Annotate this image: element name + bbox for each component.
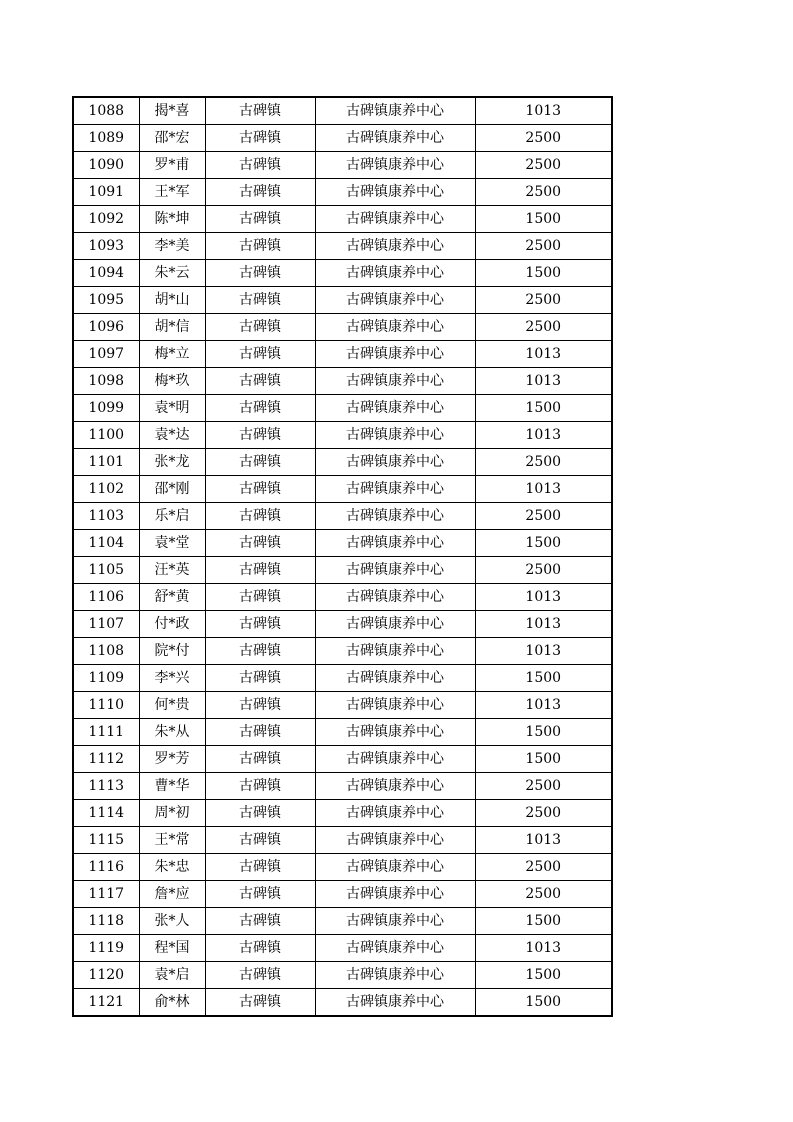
cell-town: 古碑镇 <box>205 746 315 773</box>
cell-amount: 1013 <box>475 935 612 962</box>
cell-serial-number: 1098 <box>73 368 139 395</box>
table-row <box>73 97 612 125</box>
cell-amount: 1500 <box>475 530 612 557</box>
cell-serial-number: 1094 <box>73 260 139 287</box>
cell-town: 古碑镇 <box>205 584 315 611</box>
cell-person-name: 汪*英 <box>139 557 205 584</box>
cell-amount: 2500 <box>475 773 612 800</box>
cell-amount: 1500 <box>475 665 612 692</box>
cell-serial-number: 1090 <box>73 152 139 179</box>
table-row <box>73 530 612 557</box>
cell-care-center: 古碑镇康养中心 <box>315 827 475 854</box>
cell-town: 古碑镇 <box>205 530 315 557</box>
cell-person-name: 朱*忠 <box>139 854 205 881</box>
cell-town: 古碑镇 <box>205 638 315 665</box>
cell-care-center: 古碑镇康养中心 <box>315 152 475 179</box>
cell-town: 古碑镇 <box>205 233 315 260</box>
cell-care-center: 古碑镇康养中心 <box>315 287 475 314</box>
cell-person-name: 俞*林 <box>139 989 205 1017</box>
cell-town: 古碑镇 <box>205 449 315 476</box>
cell-person-name: 程*国 <box>139 935 205 962</box>
cell-town: 古碑镇 <box>205 557 315 584</box>
cell-town: 古碑镇 <box>205 962 315 989</box>
cell-person-name: 王*军 <box>139 179 205 206</box>
cell-serial-number: 1111 <box>73 719 139 746</box>
cell-town: 古碑镇 <box>205 125 315 152</box>
table-row <box>73 368 612 395</box>
cell-town: 古碑镇 <box>205 152 315 179</box>
cell-person-name: 付*政 <box>139 611 205 638</box>
cell-serial-number: 1093 <box>73 233 139 260</box>
cell-serial-number: 1115 <box>73 827 139 854</box>
cell-town: 古碑镇 <box>205 503 315 530</box>
cell-amount: 1500 <box>475 206 612 233</box>
cell-amount: 1500 <box>475 746 612 773</box>
table-row <box>73 449 612 476</box>
table-row <box>73 719 612 746</box>
cell-amount: 2500 <box>475 314 612 341</box>
cell-amount: 2500 <box>475 152 612 179</box>
cell-serial-number: 1113 <box>73 773 139 800</box>
cell-care-center: 古碑镇康养中心 <box>315 97 475 125</box>
cell-care-center: 古碑镇康养中心 <box>315 368 475 395</box>
cell-person-name: 曹*华 <box>139 773 205 800</box>
cell-town: 古碑镇 <box>205 368 315 395</box>
cell-person-name: 罗*芳 <box>139 746 205 773</box>
cell-amount: 2500 <box>475 854 612 881</box>
table-row <box>73 908 612 935</box>
table-row <box>73 611 612 638</box>
cell-person-name: 梅*玖 <box>139 368 205 395</box>
cell-care-center: 古碑镇康养中心 <box>315 962 475 989</box>
cell-amount: 2500 <box>475 233 612 260</box>
cell-person-name: 李*兴 <box>139 665 205 692</box>
cell-care-center: 古碑镇康养中心 <box>315 989 475 1017</box>
cell-town: 古碑镇 <box>205 476 315 503</box>
cell-town: 古碑镇 <box>205 179 315 206</box>
cell-person-name: 周*初 <box>139 800 205 827</box>
cell-person-name: 胡*信 <box>139 314 205 341</box>
cell-amount: 1500 <box>475 719 612 746</box>
table-row <box>73 584 612 611</box>
table-row <box>73 341 612 368</box>
table-row <box>73 503 612 530</box>
cell-serial-number: 1092 <box>73 206 139 233</box>
cell-serial-number: 1104 <box>73 530 139 557</box>
cell-town: 古碑镇 <box>205 881 315 908</box>
cell-town: 古碑镇 <box>205 719 315 746</box>
cell-serial-number: 1118 <box>73 908 139 935</box>
records-table <box>72 96 613 1017</box>
cell-person-name: 揭*喜 <box>139 97 205 125</box>
cell-serial-number: 1109 <box>73 665 139 692</box>
cell-town: 古碑镇 <box>205 260 315 287</box>
cell-care-center: 古碑镇康养中心 <box>315 206 475 233</box>
table-row <box>73 260 612 287</box>
cell-amount: 1013 <box>475 341 612 368</box>
cell-serial-number: 1120 <box>73 962 139 989</box>
cell-person-name: 袁*堂 <box>139 530 205 557</box>
cell-amount: 2500 <box>475 287 612 314</box>
table-row <box>73 881 612 908</box>
cell-town: 古碑镇 <box>205 287 315 314</box>
cell-person-name: 詹*应 <box>139 881 205 908</box>
cell-person-name: 李*美 <box>139 233 205 260</box>
table-row <box>73 179 612 206</box>
cell-town: 古碑镇 <box>205 395 315 422</box>
cell-care-center: 古碑镇康养中心 <box>315 611 475 638</box>
table-row <box>73 665 612 692</box>
records-table-body <box>73 97 612 1016</box>
cell-serial-number: 1116 <box>73 854 139 881</box>
table-row <box>73 206 612 233</box>
cell-care-center: 古碑镇康养中心 <box>315 395 475 422</box>
cell-serial-number: 1112 <box>73 746 139 773</box>
table-row <box>73 827 612 854</box>
cell-town: 古碑镇 <box>205 206 315 233</box>
cell-care-center: 古碑镇康养中心 <box>315 557 475 584</box>
cell-care-center: 古碑镇康养中心 <box>315 233 475 260</box>
cell-amount: 2500 <box>475 125 612 152</box>
cell-amount: 1013 <box>475 827 612 854</box>
cell-care-center: 古碑镇康养中心 <box>315 503 475 530</box>
cell-town: 古碑镇 <box>205 935 315 962</box>
cell-town: 古碑镇 <box>205 908 315 935</box>
table-row <box>73 746 612 773</box>
cell-serial-number: 1107 <box>73 611 139 638</box>
cell-serial-number: 1106 <box>73 584 139 611</box>
cell-town: 古碑镇 <box>205 827 315 854</box>
table-row <box>73 422 612 449</box>
cell-serial-number: 1088 <box>73 97 139 125</box>
cell-care-center: 古碑镇康养中心 <box>315 179 475 206</box>
cell-care-center: 古碑镇康养中心 <box>315 125 475 152</box>
cell-care-center: 古碑镇康养中心 <box>315 692 475 719</box>
cell-serial-number: 1103 <box>73 503 139 530</box>
table-row <box>73 557 612 584</box>
cell-town: 古碑镇 <box>205 97 315 125</box>
cell-care-center: 古碑镇康养中心 <box>315 638 475 665</box>
table-row <box>73 152 612 179</box>
cell-serial-number: 1117 <box>73 881 139 908</box>
cell-serial-number: 1119 <box>73 935 139 962</box>
table-row <box>73 125 612 152</box>
cell-amount: 1500 <box>475 908 612 935</box>
table-row <box>73 935 612 962</box>
table-row <box>73 989 612 1017</box>
cell-serial-number: 1110 <box>73 692 139 719</box>
table-row <box>73 395 612 422</box>
cell-amount: 1013 <box>475 692 612 719</box>
cell-care-center: 古碑镇康养中心 <box>315 260 475 287</box>
cell-person-name: 朱*云 <box>139 260 205 287</box>
cell-serial-number: 1114 <box>73 800 139 827</box>
cell-serial-number: 1091 <box>73 179 139 206</box>
cell-amount: 1013 <box>475 611 612 638</box>
cell-town: 古碑镇 <box>205 665 315 692</box>
cell-serial-number: 1097 <box>73 341 139 368</box>
cell-care-center: 古碑镇康养中心 <box>315 881 475 908</box>
cell-amount: 1500 <box>475 962 612 989</box>
cell-amount: 2500 <box>475 881 612 908</box>
cell-person-name: 袁*启 <box>139 962 205 989</box>
cell-person-name: 陈*坤 <box>139 206 205 233</box>
cell-town: 古碑镇 <box>205 854 315 881</box>
cell-person-name: 乐*启 <box>139 503 205 530</box>
cell-person-name: 张*人 <box>139 908 205 935</box>
table-row <box>73 233 612 260</box>
cell-amount: 2500 <box>475 557 612 584</box>
cell-serial-number: 1102 <box>73 476 139 503</box>
cell-person-name: 院*付 <box>139 638 205 665</box>
cell-town: 古碑镇 <box>205 800 315 827</box>
cell-person-name: 梅*立 <box>139 341 205 368</box>
table-row <box>73 692 612 719</box>
cell-care-center: 古碑镇康养中心 <box>315 773 475 800</box>
cell-care-center: 古碑镇康养中心 <box>315 449 475 476</box>
cell-person-name: 袁*达 <box>139 422 205 449</box>
cell-person-name: 朱*从 <box>139 719 205 746</box>
cell-serial-number: 1121 <box>73 989 139 1017</box>
cell-town: 古碑镇 <box>205 341 315 368</box>
cell-amount: 2500 <box>475 800 612 827</box>
cell-serial-number: 1101 <box>73 449 139 476</box>
cell-amount: 1500 <box>475 260 612 287</box>
cell-care-center: 古碑镇康养中心 <box>315 341 475 368</box>
cell-serial-number: 1095 <box>73 287 139 314</box>
table-row <box>73 854 612 881</box>
table-row <box>73 287 612 314</box>
cell-care-center: 古碑镇康养中心 <box>315 908 475 935</box>
cell-amount: 2500 <box>475 449 612 476</box>
cell-amount: 1013 <box>475 476 612 503</box>
cell-town: 古碑镇 <box>205 314 315 341</box>
cell-care-center: 古碑镇康养中心 <box>315 476 475 503</box>
cell-care-center: 古碑镇康养中心 <box>315 665 475 692</box>
cell-amount: 2500 <box>475 503 612 530</box>
cell-town: 古碑镇 <box>205 422 315 449</box>
cell-amount: 1013 <box>475 368 612 395</box>
table-row <box>73 476 612 503</box>
cell-amount: 1500 <box>475 395 612 422</box>
cell-person-name: 胡*山 <box>139 287 205 314</box>
cell-person-name: 罗*甫 <box>139 152 205 179</box>
cell-serial-number: 1089 <box>73 125 139 152</box>
cell-care-center: 古碑镇康养中心 <box>315 746 475 773</box>
cell-care-center: 古碑镇康养中心 <box>315 314 475 341</box>
cell-person-name: 王*常 <box>139 827 205 854</box>
cell-amount: 1013 <box>475 97 612 125</box>
cell-amount: 1500 <box>475 989 612 1017</box>
cell-person-name: 邵*刚 <box>139 476 205 503</box>
cell-person-name: 邵*宏 <box>139 125 205 152</box>
cell-care-center: 古碑镇康养中心 <box>315 422 475 449</box>
cell-serial-number: 1105 <box>73 557 139 584</box>
cell-amount: 2500 <box>475 179 612 206</box>
cell-town: 古碑镇 <box>205 773 315 800</box>
cell-care-center: 古碑镇康养中心 <box>315 800 475 827</box>
cell-care-center: 古碑镇康养中心 <box>315 854 475 881</box>
table-row <box>73 314 612 341</box>
cell-amount: 1013 <box>475 422 612 449</box>
cell-person-name: 张*龙 <box>139 449 205 476</box>
cell-care-center: 古碑镇康养中心 <box>315 530 475 557</box>
table-row <box>73 638 612 665</box>
table-row <box>73 773 612 800</box>
cell-care-center: 古碑镇康养中心 <box>315 584 475 611</box>
cell-person-name: 何*贵 <box>139 692 205 719</box>
cell-person-name: 舒*黄 <box>139 584 205 611</box>
cell-serial-number: 1100 <box>73 422 139 449</box>
cell-amount: 1013 <box>475 638 612 665</box>
cell-serial-number: 1099 <box>73 395 139 422</box>
cell-town: 古碑镇 <box>205 989 315 1017</box>
table-row <box>73 800 612 827</box>
cell-town: 古碑镇 <box>205 611 315 638</box>
cell-town: 古碑镇 <box>205 692 315 719</box>
cell-serial-number: 1108 <box>73 638 139 665</box>
cell-amount: 1013 <box>475 584 612 611</box>
cell-care-center: 古碑镇康养中心 <box>315 719 475 746</box>
cell-serial-number: 1096 <box>73 314 139 341</box>
cell-person-name: 袁*明 <box>139 395 205 422</box>
table-row <box>73 962 612 989</box>
cell-care-center: 古碑镇康养中心 <box>315 935 475 962</box>
